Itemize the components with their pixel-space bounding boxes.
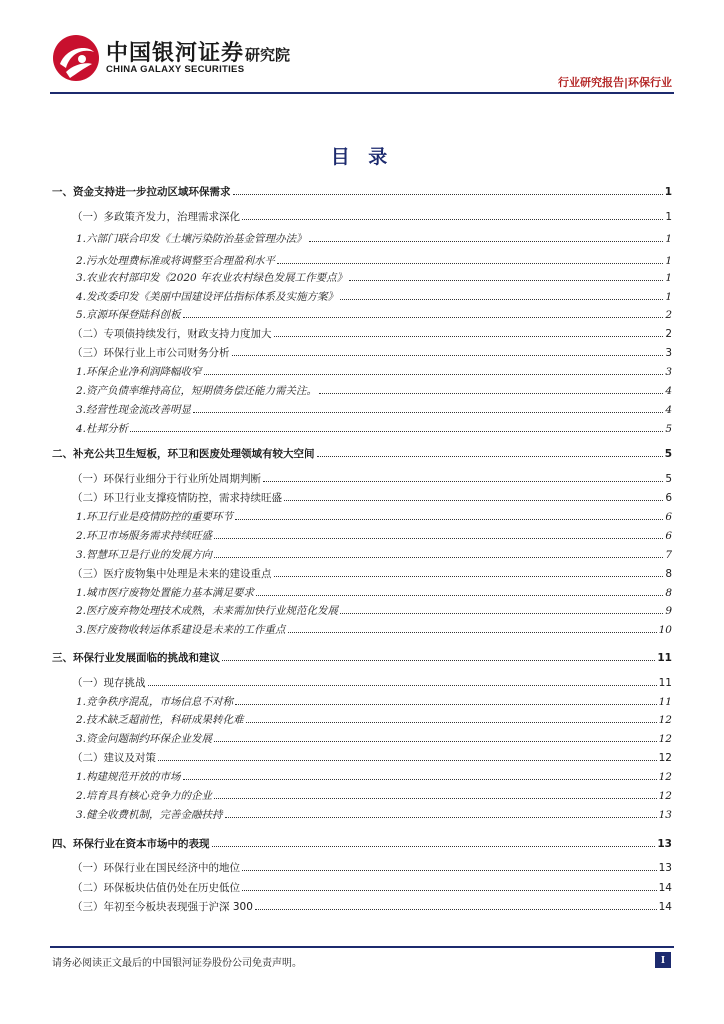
- toc-entry[interactable]: [52, 446, 672, 461]
- toc-dot-leader: [222, 660, 655, 661]
- toc-dot-leader: [242, 219, 663, 220]
- toc-entry-page: 1: [665, 291, 672, 303]
- toc-dot-leader: [214, 557, 663, 558]
- toc-dot-leader: [274, 576, 664, 577]
- toc-entry-page: 8: [665, 568, 672, 580]
- toc-entry-page: 6: [665, 530, 672, 542]
- toc-entry-title: 4.发改委印发《美丽中国建设评估指标体系及实施方案》: [76, 291, 339, 303]
- toc-entry-title: 2.资产负债率维持高位，短期债务偿还能力需关注。: [76, 385, 318, 397]
- logo-english-name: CHINA GALAXY SECURITIES: [106, 64, 245, 75]
- toc-entry[interactable]: [76, 253, 672, 268]
- toc-entry-page: 12: [658, 733, 672, 745]
- toc-entry[interactable]: [72, 566, 672, 581]
- toc-entry-page: 9: [665, 605, 672, 617]
- toc-entry[interactable]: [76, 270, 672, 285]
- toc-entry[interactable]: [72, 675, 672, 690]
- toc-entry[interactable]: [76, 421, 672, 436]
- toc-entry-title: 1.城市医疗废物处置能力基本满足要求: [76, 587, 255, 599]
- toc-entry-title: 四、环保行业在资本市场中的表现: [52, 838, 210, 850]
- toc-dot-leader: [256, 595, 663, 596]
- toc-entry-page: 12: [658, 752, 672, 764]
- toc-entry-title: 二、补充公共卫生短板，环卫和医废处理领域有较大空间: [52, 448, 315, 460]
- toc-dot-leader: [242, 890, 657, 891]
- toc-dot-leader: [235, 704, 657, 705]
- toc-dot-leader: [349, 280, 663, 281]
- toc-entry-page: 4: [665, 385, 672, 397]
- toc-entry-title: 4.杜邦分析: [76, 423, 129, 435]
- toc-dot-leader: [225, 817, 657, 818]
- disclaimer-text: 请务必阅读正文最后的中国银河证券股份公司免责声明。: [52, 958, 302, 969]
- toc-entry-page: 1: [664, 186, 672, 198]
- toc-entry-page: 5: [665, 423, 672, 435]
- toc-entry-page: 12: [658, 790, 672, 802]
- toc-entry[interactable]: [76, 364, 672, 379]
- toc-entry-page: 13: [658, 809, 672, 821]
- toc-entry[interactable]: [72, 880, 672, 895]
- toc-entry-title: 3.资金问题制约环保企业发展: [76, 733, 213, 745]
- toc-entry-page: 7: [665, 549, 672, 561]
- toc-title: 目 录: [330, 146, 394, 168]
- toc-entry-title: （一）多政策齐发力，治理需求深化: [72, 211, 240, 223]
- toc-dot-leader: [246, 722, 657, 723]
- toc-entry[interactable]: [76, 307, 672, 322]
- toc-entry-page: 11: [658, 696, 672, 708]
- toc-entry-title: （一）环保行业细分于行业所处周期判断: [72, 473, 261, 485]
- toc-entry[interactable]: [76, 769, 672, 784]
- toc-entry[interactable]: [72, 326, 672, 341]
- toc-entry-page: 2: [665, 309, 672, 321]
- toc-entry[interactable]: [52, 836, 672, 851]
- toc-entry-title: 1.环保企业净利润降幅收窄: [76, 366, 202, 378]
- toc-dot-leader: [212, 846, 656, 847]
- toc-entry-title: 3.健全收费机制，完善金融扶持: [76, 809, 223, 821]
- toc-entry-page: 6: [665, 511, 672, 523]
- page-number: I: [655, 952, 671, 968]
- toc-entry[interactable]: [76, 585, 672, 600]
- toc-entry-title: 一、资金支持进一步拉动区域环保需求: [52, 186, 231, 198]
- toc-entry-title: （二）环保板块估值仍处在历史低位: [72, 882, 240, 894]
- toc-entry[interactable]: [52, 650, 672, 665]
- toc-entry-title: 3.经营性现金流改善明显: [76, 404, 192, 416]
- toc-dot-leader: [319, 393, 663, 394]
- toc-entry-page: 8: [665, 587, 672, 599]
- toc-entry-page: 2: [665, 328, 672, 340]
- toc-entry-page: 1: [665, 255, 672, 267]
- toc-dot-leader: [263, 481, 663, 482]
- toc-entry-title: （三）医疗废物集中处理是未来的建设重点: [72, 568, 272, 580]
- toc-entry-title: （三）年初至今板块表现强于沪深 300: [72, 901, 253, 913]
- logo-institute-name: 研究院: [245, 46, 291, 64]
- toc-entry-title: （三）环保行业上市公司财务分析: [72, 347, 230, 359]
- toc-entry[interactable]: [76, 731, 672, 746]
- toc-entry-title: 三、环保行业发展面临的挑战和建议: [52, 652, 220, 664]
- toc-dot-leader: [193, 412, 663, 413]
- toc-dot-leader: [235, 519, 663, 520]
- toc-entry[interactable]: [76, 509, 672, 524]
- toc-dot-leader: [284, 500, 663, 501]
- toc-entry-title: （二）专项债持续发行，财政支持力度加大: [72, 328, 272, 340]
- toc-dot-leader: [255, 909, 657, 910]
- toc-entry-title: 1.六部门联合印发《土壤污染防治基金管理办法》: [76, 233, 307, 245]
- toc-entry[interactable]: [72, 490, 672, 505]
- toc-dot-leader: [242, 870, 657, 871]
- toc-entry[interactable]: [72, 860, 672, 875]
- toc-entry[interactable]: [72, 471, 672, 486]
- toc-dot-leader: [183, 779, 657, 780]
- toc-entry-page: 6: [665, 492, 672, 504]
- toc-entry-title: （二）环卫行业支撑疫情防控，需求持续旺盛: [72, 492, 282, 504]
- toc-entry-page: 4: [665, 404, 672, 416]
- toc-dot-leader: [288, 632, 657, 633]
- toc-entry[interactable]: [76, 547, 672, 562]
- toc-entry[interactable]: [52, 184, 672, 199]
- logo-chinese-name: 中国银河证券: [106, 41, 245, 66]
- toc-entry-title: 2.培育具有核心竞争力的企业: [76, 790, 213, 802]
- toc-entry-title: 1.构建规范开放的市场: [76, 771, 181, 783]
- toc-entry-page: 13: [658, 862, 672, 874]
- toc-entry-title: （一）现存挑战: [72, 677, 146, 689]
- toc-entry-title: 2.污水处理费标准或将调整至合理盈利水平: [76, 255, 276, 267]
- toc-entry-title: 2.医疗废弃物处理技术成熟，未来需加快行业规范化发展: [76, 605, 339, 617]
- toc-dot-leader: [204, 374, 664, 375]
- toc-dot-leader: [340, 613, 663, 614]
- toc-dot-leader: [232, 355, 664, 356]
- toc-entry-page: 1: [665, 211, 672, 223]
- toc-dot-leader: [340, 299, 663, 300]
- toc-entry[interactable]: [72, 345, 672, 360]
- toc-entry-title: 3.智慧环卫是行业的发展方向: [76, 549, 213, 561]
- toc-dot-leader: [214, 538, 663, 539]
- toc-entry-page: 1: [665, 233, 672, 245]
- toc-entry-title: 3.农业农村部印发《2020 年农业农村绿色发展工作要点》: [76, 272, 348, 284]
- toc-entry-title: 2.技术缺乏超前性，科研成果转化难: [76, 714, 244, 726]
- toc-entry[interactable]: [72, 899, 672, 914]
- toc-dot-leader: [277, 263, 663, 264]
- toc-dot-leader: [317, 456, 663, 457]
- toc-entry-title: 3.医疗废物收转运体系建设是未来的工作重点: [76, 624, 286, 636]
- toc-entry[interactable]: [76, 289, 672, 304]
- toc-entry[interactable]: [76, 383, 672, 398]
- toc-entry[interactable]: [76, 622, 672, 637]
- toc-dot-leader: [148, 685, 657, 686]
- toc-entry-title: 1.环卫行业是疫情防控的重要环节: [76, 511, 234, 523]
- toc-entry[interactable]: [72, 750, 672, 765]
- toc-entry-page: 5: [664, 448, 672, 460]
- toc-entry-page: 3: [665, 366, 672, 378]
- toc-dot-leader: [183, 317, 664, 318]
- toc-entry[interactable]: [76, 402, 672, 417]
- toc-entry-title: 5.京源环保登陆科创板: [76, 309, 181, 321]
- toc-dot-leader: [158, 760, 657, 761]
- toc-dot-leader: [274, 336, 664, 337]
- toc-entry-title: （二）建议及对策: [72, 752, 156, 764]
- toc-entry-page: 12: [658, 771, 672, 783]
- toc-dot-leader: [214, 798, 657, 799]
- toc-entry[interactable]: [76, 788, 672, 803]
- toc-entry-page: 14: [658, 882, 672, 894]
- toc-entry[interactable]: [76, 603, 672, 618]
- toc-entry[interactable]: [76, 807, 672, 822]
- toc-entry-title: 2.环卫市场服务需求持续旺盛: [76, 530, 213, 542]
- toc-entry-page: 12: [658, 714, 672, 726]
- toc-dot-leader: [214, 741, 657, 742]
- toc-entry-title: 1.竞争秩序混乱，市场信息不对称: [76, 696, 234, 708]
- toc-entry-page: 1: [665, 272, 672, 284]
- toc-entry-page: 13: [657, 838, 672, 850]
- toc-entry-page: 11: [658, 677, 672, 689]
- toc-entry-page: 14: [658, 901, 672, 913]
- toc-dot-leader: [130, 431, 663, 432]
- toc-entry[interactable]: [72, 209, 672, 224]
- toc-entry-title: （一）环保行业在国民经济中的地位: [72, 862, 240, 874]
- toc-entry-page: 3: [665, 347, 672, 359]
- toc-entry-page: 5: [665, 473, 672, 485]
- toc-entry[interactable]: [76, 712, 672, 727]
- toc-entry[interactable]: [76, 528, 672, 543]
- toc-dot-leader: [309, 241, 664, 242]
- footer-divider: [50, 946, 674, 948]
- toc-dot-leader: [233, 194, 663, 195]
- toc-entry-page: 10: [658, 624, 672, 636]
- toc-entry[interactable]: [76, 694, 672, 709]
- report-type-label: 行业研究报告|环保行业: [557, 76, 672, 89]
- toc-entry[interactable]: [76, 231, 672, 246]
- toc-entry-page: 11: [657, 652, 672, 664]
